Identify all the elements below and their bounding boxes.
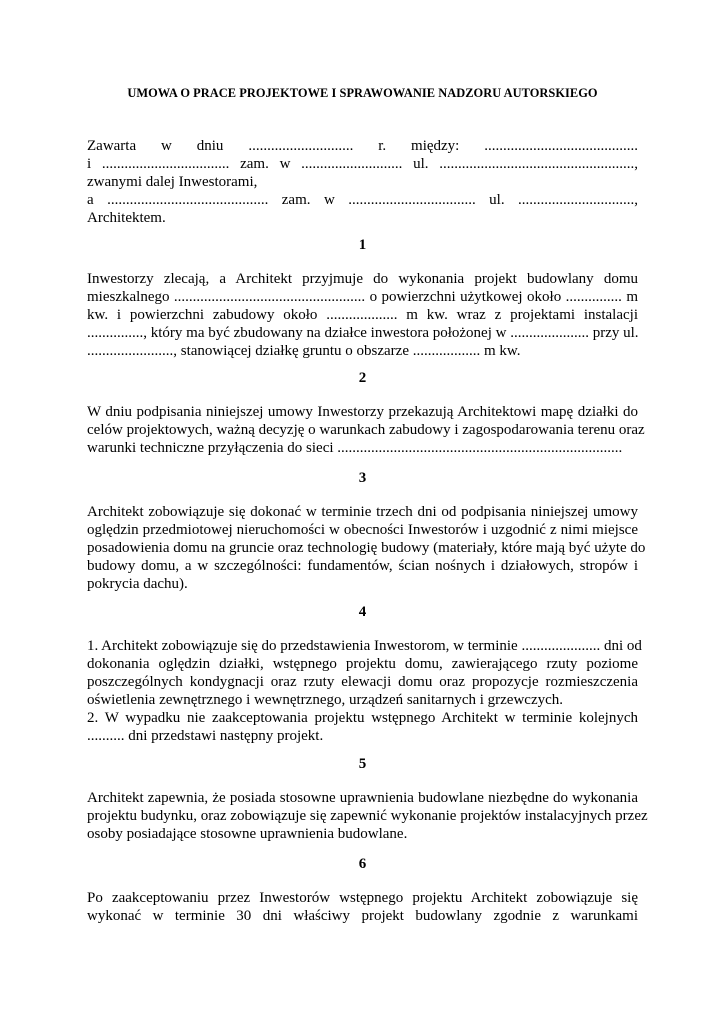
paragraph-line: ......................., stanowiącej działkę gruntu o obszarze .................. m kw. [87, 343, 521, 359]
document-title: UMOWA O PRACE PROJEKTOWE I SPRAWOWANIE NADZORU AUTORSKIEGO [127, 86, 598, 100]
intro-line: Architektem. [87, 210, 166, 226]
paragraph-line: pokrycia dachu). [87, 576, 188, 592]
section-number: 5 [358, 756, 367, 772]
section-5-text [87, 789, 648, 843]
section-6-text [87, 889, 638, 925]
paragraph-line: Architekt zapewnia, że posiada stosowne uprawnienia budowlane niezbędne do wykonania [87, 790, 638, 806]
section-3-text [87, 503, 646, 593]
paragraph-line: oświetlenia zewnętrznego i wewnętrznego, urządzeń sanitarnych i grzewczych. [87, 692, 564, 708]
paragraph-line: 1. Architekt zobowiązuje się do przedstawienia Inwestorom, w terminie ..................... dni od [87, 638, 642, 654]
intro-line: Zawarta w dniu ............................ r. między: ......................................... [87, 138, 638, 154]
intro-line: a ........................................... zam. w .................................. ul. ..............................., [87, 192, 638, 208]
paragraph-line: Po zaakceptowaniu przez Inwestorów wstępnego projektu Architekt zobowiązuje się [87, 890, 638, 906]
paragraph-line: poszczególnych kondygnacji oraz rzuty elewacji domu oraz propozycje rozmieszczenia [87, 674, 638, 690]
paragraph-line: budowy domu, a w szczególności: fundamentów, ścian nośnych i działowych, stropów i [87, 558, 638, 574]
paragraph-line: Architekt zobowiązuje się dokonać w terminie trzech dni od podpisania niniejszej umowy [87, 504, 638, 520]
paragraph-line: ..............., który ma być zbudowany na działce inwestora położonej w ..................... przy ul. [87, 325, 639, 341]
paragraph-line: dokonania oględzin działki, wstępnego projektu domu, zawierającego rzuty poziome [87, 656, 638, 672]
paragraph-line: celów projektowych, ważną decyzję o warunkach zabudowy i zagospodarowania terenu oraz [87, 422, 645, 438]
paragraph-line: mieszkalnego ................................................... o powierzchni użytkowej około ............... m [87, 289, 638, 305]
paragraph-line: .......... dni przedstawi następny projekt. [87, 728, 324, 744]
paragraph-line: Inwestorzy zlecają, a Architekt przyjmuje do wykonania projekt budowlany domu [87, 271, 638, 287]
section-2-text [87, 403, 645, 457]
paragraph-line: posadowienia domu na gruncie oraz technologię budowy (materiały, które mają być użyte do [87, 540, 646, 556]
paragraph-line: osoby posiadające stosowne uprawnienia budowlane. [87, 826, 408, 842]
paragraph-line: projektu budynku, oraz zobowiązuje się zapewnić wykonanie projektów instalacyjnych przez [87, 808, 648, 824]
paragraph-line: wykonać w terminie 30 dni właściwy projekt budowlany zgodnie z warunkami [87, 908, 638, 924]
paragraph-line: W dniu podpisania niniejszej umowy Inwestorzy przekazują Architektowi mapę działki do [87, 404, 638, 420]
intro-parties [87, 137, 638, 227]
section-number: 3 [358, 470, 367, 486]
paragraph-line: oględzin przedmiotowej nieruchomości w obecności Inwestorów i uzgodnić z nimi miejsce [87, 522, 638, 538]
section-number: 1 [358, 237, 367, 253]
section-1-text [87, 270, 638, 360]
section-number: 6 [358, 856, 367, 872]
section-4-text [87, 637, 642, 745]
paragraph-line: 2. W wypadku nie zaakceptowania projektu wstępnego Architekt w terminie kolejnych [87, 710, 638, 726]
intro-line: i .................................. zam. w ........................... ul. ...................................................., [87, 156, 638, 172]
section-number: 2 [358, 370, 367, 386]
paragraph-line: warunki techniczne przyłączenia do sieci ............................................................................ [87, 440, 623, 456]
paragraph-line: kw. i powierzchni zabudowy około ................... m kw. wraz z projektami instalacji [87, 307, 638, 323]
section-number: 4 [358, 604, 367, 620]
intro-line: zwanymi dalej Inwestorami, [87, 174, 258, 190]
